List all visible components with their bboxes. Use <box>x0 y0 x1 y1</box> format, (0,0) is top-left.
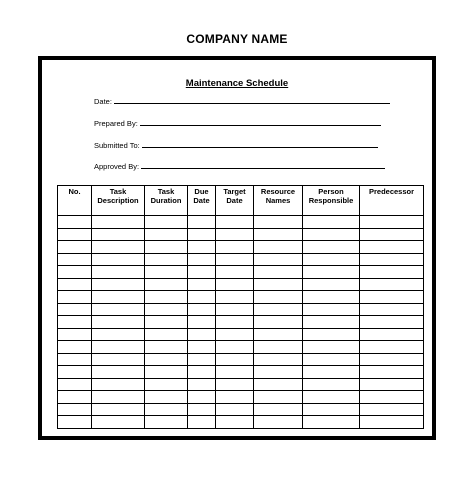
table-cell[interactable] <box>188 378 216 391</box>
table-cell[interactable] <box>254 328 303 341</box>
table-cell[interactable] <box>216 328 254 341</box>
prepared-by-label: Prepared By: <box>94 119 138 128</box>
table-cell[interactable] <box>92 391 145 404</box>
table-cell[interactable] <box>145 228 188 241</box>
table-cell[interactable] <box>145 328 188 341</box>
table-cell[interactable] <box>188 253 216 266</box>
table-cell[interactable] <box>216 266 254 279</box>
submitted-to-line[interactable] <box>142 147 378 148</box>
table-cell[interactable] <box>360 303 424 316</box>
approved-by-field[interactable] <box>94 159 385 171</box>
table-cell[interactable] <box>92 341 145 354</box>
table-row <box>58 241 424 254</box>
table-cell[interactable] <box>145 378 188 391</box>
table-cell[interactable] <box>303 366 360 379</box>
table-cell[interactable] <box>92 316 145 329</box>
date-label: Date: <box>94 97 112 106</box>
table-cell[interactable] <box>360 241 424 254</box>
table-cell[interactable] <box>360 266 424 279</box>
date-line[interactable] <box>114 103 390 104</box>
table-cell[interactable] <box>216 403 254 416</box>
table-cell[interactable] <box>145 291 188 304</box>
column-header-no: No. <box>58 186 92 216</box>
table-cell[interactable] <box>188 366 216 379</box>
table-cell[interactable] <box>216 253 254 266</box>
table-cell[interactable] <box>58 391 92 404</box>
table-cell[interactable] <box>145 391 188 404</box>
table-cell[interactable] <box>92 266 145 279</box>
table-row <box>58 378 424 391</box>
table-cell[interactable] <box>58 291 92 304</box>
table-cell[interactable] <box>360 391 424 404</box>
table-cell[interactable] <box>188 216 216 229</box>
table-cell[interactable] <box>145 341 188 354</box>
table-cell[interactable] <box>145 353 188 366</box>
table-cell[interactable] <box>360 228 424 241</box>
table-cell[interactable] <box>254 291 303 304</box>
table-cell[interactable] <box>303 316 360 329</box>
table-cell[interactable] <box>303 266 360 279</box>
table-cell[interactable] <box>188 341 216 354</box>
schedule-table <box>57 185 424 429</box>
table-row <box>58 353 424 366</box>
column-header-task-duration: Task Duration <box>145 186 188 216</box>
table-row <box>58 403 424 416</box>
table-cell[interactable] <box>254 403 303 416</box>
table-cell[interactable] <box>58 353 92 366</box>
table-cell[interactable] <box>360 353 424 366</box>
table-cell[interactable] <box>188 353 216 366</box>
table-cell[interactable] <box>58 403 92 416</box>
table-cell[interactable] <box>188 228 216 241</box>
table-cell[interactable] <box>58 241 92 254</box>
table-cell[interactable] <box>188 316 216 329</box>
table-row <box>58 228 424 241</box>
document-frame <box>38 56 436 440</box>
table-cell[interactable] <box>254 278 303 291</box>
table-row <box>58 253 424 266</box>
column-header-resource-names: Resource Names <box>254 186 303 216</box>
table-cell[interactable] <box>92 253 145 266</box>
table-cell[interactable] <box>216 241 254 254</box>
table-cell[interactable] <box>92 366 145 379</box>
table-cell[interactable] <box>254 303 303 316</box>
table-cell[interactable] <box>254 366 303 379</box>
prepared-by-line[interactable] <box>140 125 381 126</box>
table-cell[interactable] <box>254 353 303 366</box>
table-cell[interactable] <box>303 228 360 241</box>
table-cell[interactable] <box>58 266 92 279</box>
column-header-due-date: Due Date <box>188 186 216 216</box>
company-name: COMPANY NAME <box>186 32 288 46</box>
table-cell[interactable] <box>145 278 188 291</box>
table-cell[interactable] <box>303 416 360 429</box>
column-header-target-date: Target Date <box>216 186 254 216</box>
table-cell[interactable] <box>303 403 360 416</box>
table-cell[interactable] <box>58 416 92 429</box>
table-cell[interactable] <box>254 216 303 229</box>
table-cell[interactable] <box>254 253 303 266</box>
document-title <box>42 78 432 89</box>
table-cell[interactable] <box>360 378 424 391</box>
date-field[interactable] <box>94 94 390 106</box>
table-cell[interactable] <box>145 266 188 279</box>
approved-by-label: Approved By: <box>94 162 140 171</box>
table-cell[interactable] <box>360 416 424 429</box>
table-cell[interactable] <box>216 366 254 379</box>
table-cell[interactable] <box>145 403 188 416</box>
table-row <box>58 391 424 404</box>
table-cell[interactable] <box>216 378 254 391</box>
table-cell[interactable] <box>216 303 254 316</box>
table-cell[interactable] <box>303 328 360 341</box>
table-cell[interactable] <box>360 253 424 266</box>
table-cell[interactable] <box>145 316 188 329</box>
table-cell[interactable] <box>58 366 92 379</box>
table-cell[interactable] <box>92 216 145 229</box>
table-cell[interactable] <box>92 303 145 316</box>
table-cell[interactable] <box>254 266 303 279</box>
table-cell[interactable] <box>58 328 92 341</box>
table-cell[interactable] <box>303 253 360 266</box>
table-cell[interactable] <box>92 416 145 429</box>
table-cell[interactable] <box>303 341 360 354</box>
table-cell[interactable] <box>92 278 145 291</box>
table-cell[interactable] <box>188 278 216 291</box>
table-cell[interactable] <box>216 353 254 366</box>
table-cell[interactable] <box>303 303 360 316</box>
table-cell[interactable] <box>188 291 216 304</box>
table-cell[interactable] <box>216 291 254 304</box>
column-header-person-responsible: Person Responsible <box>303 186 360 216</box>
table-cell[interactable] <box>145 241 188 254</box>
table-cell[interactable] <box>188 328 216 341</box>
approved-by-line[interactable] <box>141 168 385 169</box>
table-cell[interactable] <box>216 391 254 404</box>
table-cell[interactable] <box>254 341 303 354</box>
table-cell[interactable] <box>58 378 92 391</box>
table-cell[interactable] <box>303 291 360 304</box>
document-title-text: Maintenance Schedule <box>185 78 289 89</box>
table-cell[interactable] <box>254 378 303 391</box>
prepared-by-field[interactable] <box>94 116 381 128</box>
table-cell[interactable] <box>254 416 303 429</box>
table-cell[interactable] <box>360 216 424 229</box>
table-header-row <box>58 186 424 216</box>
table-cell[interactable] <box>303 241 360 254</box>
table-row <box>58 341 424 354</box>
table-cell[interactable] <box>360 291 424 304</box>
table-cell[interactable] <box>58 316 92 329</box>
table-cell[interactable] <box>216 278 254 291</box>
table-cell[interactable] <box>92 403 145 416</box>
table-cell[interactable] <box>58 341 92 354</box>
table-cell[interactable] <box>254 228 303 241</box>
table-cell[interactable] <box>145 366 188 379</box>
table-cell[interactable] <box>92 228 145 241</box>
table-row <box>58 366 424 379</box>
table-row <box>58 291 424 304</box>
table-cell[interactable] <box>216 416 254 429</box>
column-header-task-description: Task Description <box>92 186 145 216</box>
table-cell[interactable] <box>145 303 188 316</box>
submitted-to-label: Submitted To: <box>94 141 140 150</box>
table-cell[interactable] <box>303 378 360 391</box>
table-cell[interactable] <box>188 416 216 429</box>
table-cell[interactable] <box>216 341 254 354</box>
column-header-predecessor: Predecessor <box>360 186 424 216</box>
table-cell[interactable] <box>188 391 216 404</box>
table-row <box>58 278 424 291</box>
table-cell[interactable] <box>188 241 216 254</box>
table-cell[interactable] <box>303 216 360 229</box>
table-cell[interactable] <box>145 416 188 429</box>
table-cell[interactable] <box>145 216 188 229</box>
table-cell[interactable] <box>360 341 424 354</box>
table-cell[interactable] <box>188 403 216 416</box>
table-cell[interactable] <box>92 241 145 254</box>
table-cell[interactable] <box>92 378 145 391</box>
table-cell[interactable] <box>58 278 92 291</box>
table-cell[interactable] <box>254 316 303 329</box>
table-cell[interactable] <box>254 391 303 404</box>
table-cell[interactable] <box>92 291 145 304</box>
table-row <box>58 316 424 329</box>
table-row <box>58 216 424 229</box>
table-cell[interactable] <box>216 316 254 329</box>
table-cell[interactable] <box>303 391 360 404</box>
table-cell[interactable] <box>360 278 424 291</box>
table-cell[interactable] <box>145 253 188 266</box>
table-cell[interactable] <box>58 228 92 241</box>
table-cell[interactable] <box>92 328 145 341</box>
table-row <box>58 303 424 316</box>
table-cell[interactable] <box>216 216 254 229</box>
table-cell[interactable] <box>188 266 216 279</box>
table-cell[interactable] <box>303 278 360 291</box>
table-cell[interactable] <box>92 353 145 366</box>
table-cell[interactable] <box>58 253 92 266</box>
table-cell[interactable] <box>58 216 92 229</box>
table-row <box>58 266 424 279</box>
table-cell[interactable] <box>254 241 303 254</box>
table-cell[interactable] <box>360 316 424 329</box>
table-cell[interactable] <box>360 403 424 416</box>
submitted-to-field[interactable] <box>94 138 378 150</box>
table-cell[interactable] <box>216 228 254 241</box>
table-row <box>58 328 424 341</box>
table-cell[interactable] <box>58 303 92 316</box>
table-cell[interactable] <box>303 353 360 366</box>
table-cell[interactable] <box>188 303 216 316</box>
table-cell[interactable] <box>360 366 424 379</box>
table-cell[interactable] <box>360 328 424 341</box>
table-row <box>58 416 424 429</box>
